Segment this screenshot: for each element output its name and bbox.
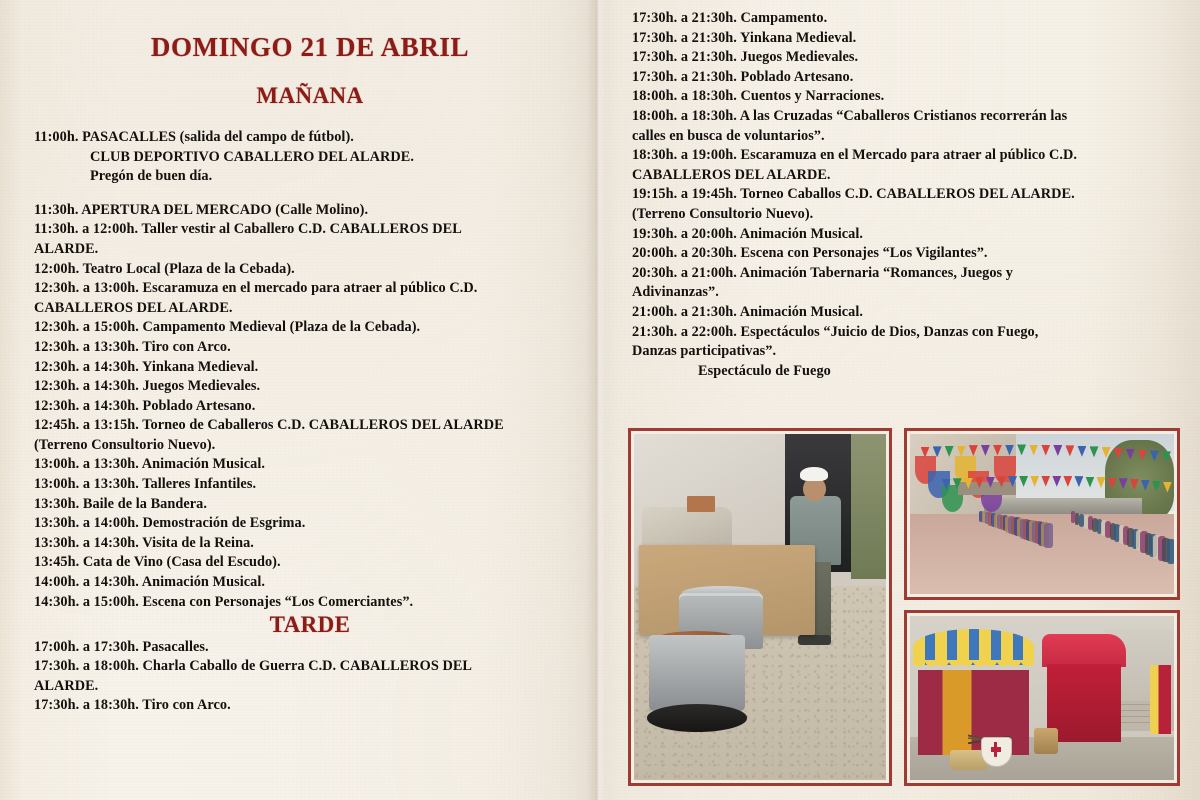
schedule-entry: 17:30h. a 21:30h. Poblado Artesano.: [632, 68, 854, 85]
schedule-entry: 17:30h. a 21:30h. Campamento.: [632, 10, 828, 26]
photo-parade-frame: [904, 428, 1180, 600]
schedule-entry: ALARDE.: [34, 677, 99, 694]
schedule-entry: 11:30h. a 12:00h. Taller vestir al Caballero C.D. CABALLEROS DEL: [34, 221, 462, 238]
afternoon-schedule-list-right: [632, 9, 1178, 381]
schedule-entry: 17:30h. a 21:30h. Yinkana Medieval.: [632, 29, 857, 46]
schedule-entry: 11:00h. PASACALLES (salida del campo de fútbol).: [34, 128, 354, 145]
schedule-entry: 12:30h. a 15:00h. Campamento Medieval (Plaza de la Cebada).: [34, 319, 421, 336]
schedule-entry: CABALLEROS DEL ALARDE.: [632, 166, 831, 183]
schedule-entry: 12:45h. a 13:15h. Torneo de Caballeros C.D. CABALLEROS DEL ALARDE: [34, 417, 504, 434]
crowd-figure: [1044, 523, 1052, 548]
schedule-entry: 17:30h. a 18:30h. Tiro con Arco.: [34, 697, 231, 714]
schedule-entry: 12:00h. Teatro Local (Plaza de la Cebada).: [34, 260, 295, 277]
photo-cooking-frame: [628, 428, 892, 786]
schedule-entry: CABALLEROS DEL ALARDE.: [34, 299, 233, 316]
schedule-entry: 20:00h. a 20:30h. Escena con Personajes “Los Vigilantes”.: [632, 245, 988, 262]
schedule-entry: 17:00h. a 17:30h. Pasacalles.: [34, 638, 209, 655]
schedule-entry: 20:30h. a 21:00h. Animación Tabernaria “Romances, Juegos y: [632, 264, 1013, 281]
photo-gallery: [628, 428, 1180, 786]
schedule-entry: 13:00h. a 13:30h. Talleres Infantiles.: [34, 476, 257, 493]
schedule-entry: 17:30h. a 18:00h. Charla Caballo de Guerra C.D. CABALLEROS DEL: [34, 658, 472, 675]
window: [1005, 482, 1016, 495]
schedule-entry: 13:30h. a 14:00h. Demostración de Esgrima.: [34, 515, 306, 532]
schedule-entry: 21:00h. a 21:30h. Animación Musical.: [632, 303, 863, 320]
schedule-entry: 12:30h. a 14:30h. Poblado Artesano.: [34, 397, 256, 414]
schedule-entry: 12:30h. a 13:00h. Escaramuza en el mercado para atraer al público C.D.: [34, 280, 478, 297]
morning-schedule-list: [34, 128, 586, 612]
page-title: DOMINGO 21 DE ABRIL: [150, 32, 470, 62]
schedule-entry: 13:30h. Baile de la Bandera.: [34, 495, 207, 512]
bunting-line: [910, 434, 1174, 442]
afternoon-schedule-list-left: [34, 638, 586, 716]
schedule-entry: (Terreno Consultorio Nuevo).: [632, 205, 814, 222]
left-column: [0, 0, 600, 716]
schedule-entry: 18:30h. a 19:00h. Escaramuza en el Mercado para atraer al público C.D.: [632, 147, 1077, 164]
schedule-entry: Pregón de buen día.: [90, 168, 213, 185]
afternoon-section-heading: TARDE: [269, 612, 351, 638]
schedule-entry: (Terreno Consultorio Nuevo).: [34, 436, 216, 453]
schedule-entry: 17:30h. a 21:30h. Juegos Medievales.: [632, 49, 859, 66]
morning-section-heading: MAÑANA: [256, 82, 364, 108]
photo-tents-frame: [904, 610, 1180, 786]
schedule-entry: 12:30h. a 14:30h. Yinkana Medieval.: [34, 358, 259, 375]
schedule-entry: Espectáculo de Fuego: [698, 362, 831, 379]
schedule-entry: 14:30h. a 15:00h. Escena con Personajes “Los Comerciantes”.: [34, 593, 414, 610]
schedule-entry: 12:30h. a 14:30h. Juegos Medievales.: [34, 378, 261, 395]
schedule-entry: 11:30h. APERTURA DEL MERCADO (Calle Molino).: [34, 201, 369, 218]
schedule-entry: Adivinanzas”.: [632, 284, 719, 301]
schedule-entry: 21:30h. a 22:00h. Espectáculos “Juicio de Dios, Danzas con Fuego,: [632, 323, 1039, 340]
schedule-entry: 13:45h. Cata de Vino (Casa del Escudo).: [34, 554, 281, 571]
schedule-entry: 19:30h. a 20:00h. Animación Musical.: [632, 225, 863, 242]
schedule-entry: 12:30h. a 13:30h. Tiro con Arco.: [34, 338, 231, 355]
schedule-entry: 18:00h. a 18:30h. A las Cruzadas “Caballeros Cristianos recorrerán las: [632, 107, 1068, 124]
right-column: [600, 0, 1200, 381]
crowd-figure: [1167, 539, 1174, 564]
schedule-entry: 13:00h. a 13:30h. Animación Musical.: [34, 456, 265, 473]
schedule-entry: 14:00h. a 14:30h. Animación Musical.: [34, 574, 265, 591]
schedule-entry: CLUB DEPORTIVO CABALLERO DEL ALARDE.: [90, 148, 414, 165]
schedule-entry: Danzas participativas”.: [632, 343, 777, 360]
photo-cooking-image: [634, 434, 886, 780]
photo-parade-image: [910, 434, 1174, 594]
schedule-entry: 18:00h. a 18:30h. Cuentos y Narraciones.: [632, 88, 885, 105]
schedule-entry: calles en busca de voluntarios”.: [632, 127, 825, 144]
schedule-entry: 13:30h. a 14:30h. Visita de la Reina.: [34, 534, 254, 551]
schedule-entry: ALARDE.: [34, 240, 99, 257]
photo-tents-image: [910, 616, 1174, 780]
schedule-entry: 19:15h. a 19:45h. Torneo Caballos C.D. CABALLEROS DEL ALARDE.: [632, 186, 1075, 203]
